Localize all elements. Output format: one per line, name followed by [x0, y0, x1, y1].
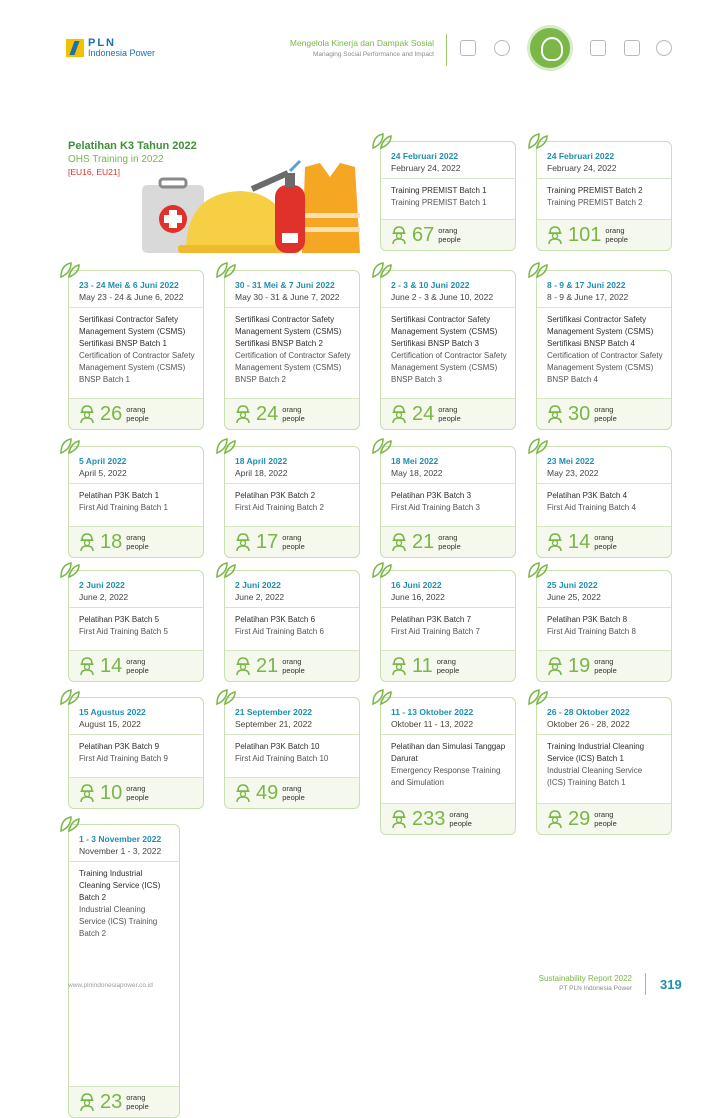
date-en: May 18, 2022 — [391, 468, 443, 478]
people-label-id: orang — [126, 784, 146, 793]
date-en: June 2, 2022 — [79, 592, 129, 602]
people-label-id: orang — [126, 657, 146, 666]
training-name-en: First Aid Training Batch 6 — [235, 627, 324, 636]
card-body — [537, 308, 671, 399]
people-label-id: orang — [126, 533, 146, 542]
safety-equipment-illustration — [140, 155, 365, 255]
card-date — [225, 447, 359, 484]
participant-number: 23 — [100, 1091, 123, 1113]
card-body — [225, 484, 359, 527]
people-label-en: people — [594, 819, 617, 828]
document-nav-icon[interactable] — [460, 40, 476, 56]
participant-number: 18 — [100, 531, 123, 553]
participant-number: 233 — [412, 808, 446, 830]
people-label — [438, 405, 461, 423]
participant-count — [537, 804, 671, 834]
card-date — [537, 142, 671, 179]
participant-count — [537, 651, 671, 681]
people-label — [605, 226, 628, 244]
date-id: 18 April 2022 — [235, 456, 288, 466]
people-label-id: orang — [282, 784, 302, 793]
people-label-en: people — [282, 542, 305, 551]
people-label-en: people — [594, 542, 617, 551]
card-body — [225, 308, 359, 399]
people-label-id: orang — [438, 533, 458, 542]
training-name-id: Pelatihan P3K Batch 10 — [235, 742, 320, 751]
worker-icon — [79, 784, 95, 802]
training-name-en: Training PREMIST Batch 2 — [547, 198, 643, 207]
card-body — [537, 735, 671, 804]
worker-icon — [391, 226, 407, 244]
participant-count — [69, 651, 203, 681]
people-label-id: orang — [436, 657, 456, 666]
card-body — [69, 308, 203, 399]
date-en: 8 - 9 & June 17, 2022 — [547, 292, 629, 302]
date-en: May 23 - 24 & June 6, 2022 — [79, 292, 184, 302]
people-label — [594, 405, 617, 423]
participant-number: 30 — [568, 403, 591, 425]
leaf-icon — [527, 688, 549, 706]
people-label-en: people — [436, 666, 460, 675]
gear-nav-icon[interactable] — [494, 40, 510, 56]
leaf-icon — [59, 815, 81, 833]
leaf-icon — [527, 261, 549, 279]
participant-count — [225, 651, 359, 681]
participant-count — [381, 651, 515, 681]
worker-icon — [547, 405, 563, 423]
date-id: 8 - 9 & 17 Juni 2022 — [547, 280, 626, 290]
training-name-en: Emergency Response Training and Simulation — [391, 766, 501, 787]
participant-count — [225, 778, 359, 808]
training-card — [536, 270, 672, 430]
card-body — [69, 862, 179, 1087]
leaf-icon — [527, 132, 549, 150]
training-name-en: Industrial Cleaning Service (ICS) Training Batch 1 — [547, 766, 643, 787]
people-label — [282, 657, 305, 675]
worker-icon — [547, 533, 563, 551]
people-label-id: orang — [594, 533, 614, 542]
people-label-id: orang — [449, 810, 469, 819]
worker-icon — [547, 810, 563, 828]
card-date — [381, 271, 515, 308]
participant-number: 19 — [568, 655, 591, 677]
worker-icon — [391, 810, 407, 828]
people-label — [594, 533, 617, 551]
page-number: 319 — [660, 977, 682, 992]
people-label-en: people — [594, 414, 617, 423]
card-date — [69, 698, 203, 735]
people-label — [126, 405, 149, 423]
leaf-icon — [371, 261, 393, 279]
worker-icon — [79, 533, 95, 551]
training-name-en: First Aid Training Batch 2 — [235, 503, 324, 512]
safety-vest — [302, 163, 360, 253]
training-card — [68, 570, 204, 682]
participant-number: 11 — [412, 655, 433, 677]
date-id: 21 September 2022 — [235, 707, 313, 717]
logo-subtitle: Indonesia Power — [88, 48, 156, 58]
training-name-en: Industrial Cleaning Service (ICS) Training Batch 2 — [79, 905, 158, 938]
training-card — [68, 446, 204, 558]
people-label — [126, 533, 149, 551]
training-name-en: Certification of Contractor Safety Management System (CSMS) BNSP Batch 1 — [79, 351, 195, 384]
date-en: August 15, 2022 — [79, 719, 141, 729]
card-body — [381, 179, 515, 220]
people-label — [438, 533, 461, 551]
leaf-icon — [215, 688, 237, 706]
training-name-en: First Aid Training Batch 4 — [547, 503, 636, 512]
date-id: 2 Juni 2022 — [235, 580, 281, 590]
date-en: June 25, 2022 — [547, 592, 601, 602]
participant-count — [69, 778, 203, 808]
people-label-id: orang — [438, 226, 458, 235]
participant-number: 21 — [412, 531, 435, 553]
training-name-id: Sertifikasi Contractor Safety Management System (CSMS) Sertifikasi BNSP Batch 2 — [235, 315, 342, 348]
card-date — [225, 571, 359, 608]
participant-number: 10 — [100, 782, 123, 804]
people-label-id: orang — [282, 657, 302, 666]
worker-icon — [547, 657, 563, 675]
training-card — [536, 697, 672, 835]
date-en: June 2 - 3 & June 10, 2022 — [391, 292, 494, 302]
leaf-icon — [371, 437, 393, 455]
card-date — [69, 447, 203, 484]
training-name-en: Certification of Contractor Safety Management System (CSMS) BNSP Batch 3 — [391, 351, 507, 384]
date-id: 23 - 24 Mei & 6 Juni 2022 — [79, 280, 179, 290]
date-id: 15 Agustus 2022 — [79, 707, 146, 717]
training-card — [224, 270, 360, 430]
company-logo — [66, 38, 155, 58]
participant-number: 67 — [412, 224, 435, 246]
participant-number: 29 — [568, 808, 591, 830]
leaf-icon — [59, 261, 81, 279]
section-header — [290, 38, 434, 58]
footer-divider — [645, 973, 646, 995]
training-name-id: Pelatihan P3K Batch 7 — [391, 615, 472, 624]
participant-count — [225, 527, 359, 557]
participant-count — [381, 804, 515, 834]
participant-number: 24 — [412, 403, 435, 425]
hand-nav-icon[interactable] — [590, 40, 606, 56]
training-name-en: First Aid Training Batch 5 — [79, 627, 168, 636]
people-label-en: people — [126, 542, 149, 551]
people-label-en: people — [438, 414, 461, 423]
plant-nav-icon[interactable] — [656, 40, 672, 56]
card-date — [537, 698, 671, 735]
card-body — [69, 735, 203, 778]
people-label-id: orang — [126, 1093, 146, 1102]
training-card — [380, 446, 516, 558]
date-id: 24 Februari 2022 — [547, 151, 615, 161]
people-label-id: orang — [594, 810, 614, 819]
training-name-en: Certification of Contractor Safety Management System (CSMS) BNSP Batch 4 — [547, 351, 663, 384]
people-label — [594, 657, 617, 675]
leaf-icon — [215, 261, 237, 279]
card-date — [381, 571, 515, 608]
training-name-en: First Aid Training Batch 7 — [391, 627, 480, 636]
training-name-id: Pelatihan P3K Batch 2 — [235, 491, 316, 500]
card-body — [69, 484, 203, 527]
people-label-en: people — [126, 414, 149, 423]
card-date — [537, 571, 671, 608]
card-body — [69, 608, 203, 651]
date-en: April 18, 2022 — [235, 468, 288, 478]
date-en: May 30 - 31 & June 7, 2022 — [235, 292, 340, 302]
date-id: 11 - 13 Oktober 2022 — [391, 707, 474, 717]
card-body — [381, 484, 515, 527]
training-name-id: Pelatihan dan Simulasi Tanggap Darurat — [391, 742, 506, 763]
leaf-icon — [371, 132, 393, 150]
worker-icon — [235, 533, 251, 551]
card-body — [225, 735, 359, 778]
training-card — [68, 824, 180, 1118]
training-name-en: First Aid Training Batch 9 — [79, 754, 168, 763]
social-nav-icon-active[interactable] — [527, 25, 573, 71]
participant-count — [69, 399, 203, 429]
training-name-id: Training Industrial Cleaning Service (ICS) Batch 2 — [79, 869, 161, 902]
people-label — [282, 533, 305, 551]
people-label — [594, 810, 617, 828]
people-label-id: orang — [605, 226, 625, 235]
date-id: 1 - 3 November 2022 — [79, 834, 162, 844]
participant-number: 21 — [256, 655, 279, 677]
training-card — [224, 697, 360, 809]
participant-count — [381, 527, 515, 557]
people-label-en: people — [594, 666, 617, 675]
card-date — [225, 698, 359, 735]
training-card — [380, 570, 516, 682]
date-id: 2 Juni 2022 — [79, 580, 125, 590]
training-card — [536, 446, 672, 558]
training-name-id: Pelatihan P3K Batch 4 — [547, 491, 628, 500]
training-name-en: First Aid Training Batch 3 — [391, 503, 480, 512]
date-id: 18 Mei 2022 — [391, 456, 439, 466]
participant-count — [537, 399, 671, 429]
training-name-id: Pelatihan P3K Batch 3 — [391, 491, 472, 500]
date-en: September 21, 2022 — [235, 719, 313, 729]
people-label — [449, 810, 472, 828]
people-label-id: orang — [126, 405, 146, 414]
leaf-icon — [527, 437, 549, 455]
people-label — [282, 405, 305, 423]
date-en: Oktober 11 - 13, 2022 — [391, 719, 474, 729]
card-date — [381, 142, 515, 179]
participant-number: 24 — [256, 403, 279, 425]
card-body — [537, 608, 671, 651]
date-id: 24 Februari 2022 — [391, 151, 459, 161]
participant-number: 26 — [100, 403, 123, 425]
people-label-id: orang — [594, 405, 614, 414]
worker-icon — [235, 405, 251, 423]
participant-count — [69, 527, 203, 557]
training-name-en: First Aid Training Batch 8 — [547, 627, 636, 636]
intro-title-en: OHS Training in 2022 — [68, 154, 164, 165]
date-id: 26 - 28 Oktober 2022 — [547, 707, 630, 717]
leaf-icon — [59, 688, 81, 706]
training-card — [68, 270, 204, 430]
worker-icon — [79, 405, 95, 423]
participant-number: 101 — [568, 224, 602, 246]
people-label-en: people — [438, 235, 461, 244]
training-name-id: Sertifikasi Contractor Safety Management System (CSMS) Sertifikasi BNSP Batch 1 — [79, 315, 186, 348]
card-date — [537, 447, 671, 484]
intro-title: Pelatihan K3 Tahun 2022 — [68, 140, 197, 152]
date-en: February 24, 2022 — [391, 163, 461, 173]
leaf-icon — [371, 688, 393, 706]
pln-logo-icon — [66, 39, 84, 57]
people-nav-icon[interactable] — [624, 40, 640, 56]
leaf-icon — [215, 561, 237, 579]
people-label-en: people — [282, 793, 305, 802]
people-label — [438, 226, 461, 244]
training-name-id: Pelatihan P3K Batch 8 — [547, 615, 628, 624]
training-card — [224, 570, 360, 682]
card-body — [381, 308, 515, 399]
card-date — [69, 825, 179, 862]
card-date — [69, 571, 203, 608]
logo-name: PLN — [88, 37, 116, 49]
date-en: May 23, 2022 — [547, 468, 599, 478]
training-card — [380, 270, 516, 430]
people-label-en: people — [449, 819, 472, 828]
training-name-id: Sertifikasi Contractor Safety Management System (CSMS) Sertifikasi BNSP Batch 3 — [391, 315, 498, 348]
date-id: 25 Juni 2022 — [547, 580, 598, 590]
training-name-id: Pelatihan P3K Batch 1 — [79, 491, 160, 500]
leaf-icon — [371, 561, 393, 579]
people-label — [437, 657, 460, 675]
footer-report — [539, 974, 632, 992]
training-name-id: Pelatihan P3K Batch 5 — [79, 615, 160, 624]
leaf-icon — [59, 561, 81, 579]
date-en: June 2, 2022 — [235, 592, 285, 602]
date-en: November 1 - 3, 2022 — [79, 846, 162, 856]
training-name-id: Pelatihan P3K Batch 9 — [79, 742, 160, 751]
people-label — [126, 784, 149, 802]
section-title: Mengelola Kinerja dan Dampak Sosial — [289, 38, 434, 48]
worker-icon — [391, 405, 407, 423]
training-name-id: Training PREMIST Batch 2 — [547, 186, 643, 195]
training-name-id: Pelatihan P3K Batch 6 — [235, 615, 316, 624]
participant-count — [225, 399, 359, 429]
card-body — [381, 608, 515, 651]
footer-url[interactable]: www.plnindonesiapower.co.id — [68, 982, 153, 989]
gri-reference: [EU16, EU21] — [68, 167, 120, 177]
people-label-en: people — [126, 666, 149, 675]
card-body — [537, 179, 671, 220]
people-label-en: people — [126, 1102, 149, 1111]
leaf-icon — [59, 437, 81, 455]
participant-count — [381, 220, 515, 250]
worker-icon — [235, 657, 251, 675]
card-date — [69, 271, 203, 308]
date-en: June 16, 2022 — [391, 592, 445, 602]
card-date — [381, 698, 515, 735]
worker-icon — [547, 226, 563, 244]
people-label-id: orang — [594, 657, 614, 666]
training-name-en: First Aid Training Batch 1 — [79, 503, 168, 512]
people-label-en: people — [126, 793, 149, 802]
training-name-id: Sertifikasi Contractor Safety Management System (CSMS) Sertifikasi BNSP Batch 4 — [547, 315, 654, 348]
card-body — [381, 735, 515, 804]
date-id: 23 Mei 2022 — [547, 456, 595, 466]
section-subtitle: Managing Social Performance and Impact — [312, 51, 434, 58]
people-label-id: orang — [438, 405, 458, 414]
participant-count — [537, 527, 671, 557]
participant-number: 17 — [256, 531, 279, 553]
date-id: 5 April 2022 — [79, 456, 127, 466]
footer-report-title: Sustainability Report 2022 — [538, 974, 632, 983]
header-divider — [446, 34, 447, 66]
leaf-icon — [527, 561, 549, 579]
people-label-en: people — [438, 542, 461, 551]
card-date — [381, 447, 515, 484]
leaf-icon — [215, 437, 237, 455]
participant-number: 49 — [256, 782, 279, 804]
worker-icon — [79, 657, 95, 675]
training-card — [536, 570, 672, 682]
worker-icon — [79, 1093, 95, 1111]
card-date — [537, 271, 671, 308]
date-id: 30 - 31 Mei & 7 Juni 2022 — [235, 280, 335, 290]
people-label-id: orang — [282, 533, 302, 542]
people-label — [126, 657, 149, 675]
worker-icon — [235, 784, 251, 802]
date-id: 16 Juni 2022 — [391, 580, 442, 590]
training-name-id: Training Industrial Cleaning Service (ICS) Batch 1 — [547, 742, 645, 763]
card-body — [225, 608, 359, 651]
people-label-en: people — [282, 666, 305, 675]
footer-company: PT PLN Indonesia Power — [559, 985, 632, 992]
training-name-en: Training PREMIST Batch 1 — [391, 198, 487, 207]
people-label — [126, 1093, 149, 1111]
participant-count — [537, 220, 671, 250]
date-en: Oktober 26 - 28, 2022 — [547, 719, 630, 729]
participant-number: 14 — [100, 655, 123, 677]
training-name-en: First Aid Training Batch 10 — [235, 754, 329, 763]
participant-count — [381, 399, 515, 429]
participant-number: 14 — [568, 531, 591, 553]
training-card — [536, 141, 672, 251]
worker-icon — [391, 657, 407, 675]
people-label-id: orang — [282, 405, 302, 414]
card-date — [225, 271, 359, 308]
date-en: February 24, 2022 — [547, 163, 617, 173]
training-name-en: Certification of Contractor Safety Management System (CSMS) BNSP Batch 2 — [235, 351, 351, 384]
training-card — [68, 697, 204, 809]
people-label-en: people — [282, 414, 305, 423]
training-card — [380, 697, 516, 835]
date-en: April 5, 2022 — [79, 468, 127, 478]
training-name-id: Training PREMIST Batch 1 — [391, 186, 487, 195]
worker-icon — [391, 533, 407, 551]
card-body — [537, 484, 671, 527]
training-card — [224, 446, 360, 558]
people-label-en: people — [605, 235, 628, 244]
people-label — [282, 784, 305, 802]
participant-count — [69, 1087, 179, 1117]
date-id: 2 - 3 & 10 Juni 2022 — [391, 280, 470, 290]
training-card — [380, 141, 516, 251]
